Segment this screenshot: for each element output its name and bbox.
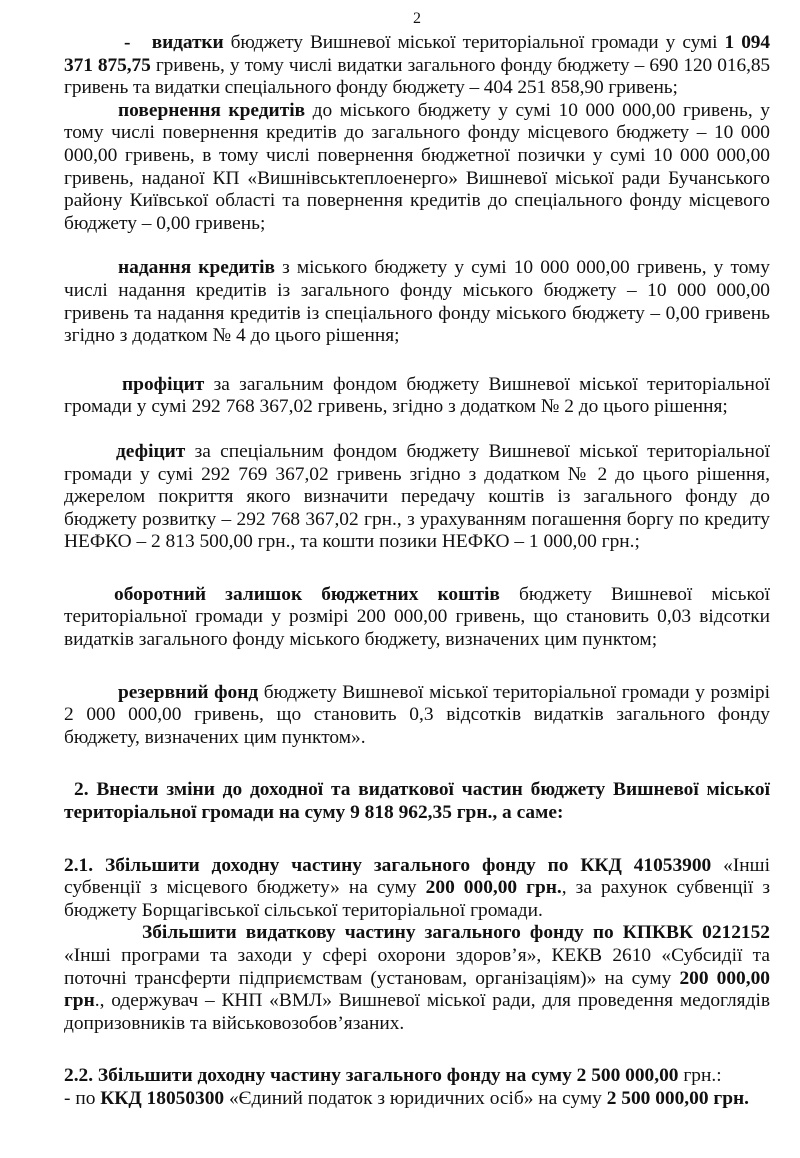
paragraph-text: до міського бюджету у сумі 10 000 000,00 гривень, у тому числі повернення кредитів до загального фонду місцевого бюджету – 10 000 000,00 гривень, в тому числі повернення бюджетної позички у сумі 10 000 000,00 гривень, наданої КП «Вишнівськтеплоенерго» Вишневої міської ради Бучанського району Київської області та повернення кредитів до спеціального фонду місцевого бюджету – 0,00 гривень; — [64, 99, 770, 234]
paragraph-text: «Інші субвенції з місцевого бюджету» на суму — [64, 854, 770, 899]
paragraph-text: ., одержувач – КНП «ВМЛ» Вишневої міської ради, для проведення медоглядів допризовників та військовозобов’язаних. — [64, 990, 770, 1034]
section-2-2-lead: 2.2. Збільшити доходну частину загального фонду на суму 2 500 000,00 — [64, 1065, 679, 1087]
term-working-balance: оборотний залишок бюджетних коштів — [114, 583, 500, 605]
term-surplus: профіцит — [122, 373, 205, 395]
paragraph-text: з міського бюджету у сумі 10 000 000,00 гривень, у тому числі надання кредитів із загального фонду міського бюджету – 10 000 000,00 гривень та надання кредитів із спеціального фонду міського бюджету – 0,00 гривень згідно з додатком № 4 до цього рішення; — [64, 257, 770, 347]
paragraph-text: бюджету Вишневої міської територіальної громади у розмірі 2 000 000,00 гривень, що становить 0,3 відсотків видатків загального фонду бюджету, визначених цим пунктом». — [64, 681, 770, 748]
term-expenditures: видатки — [151, 32, 224, 53]
section-2-1-expenditure — [64, 922, 770, 1035]
section-2-1-lead: 2.1. Збільшити доходну частину загального фонду по ККД 41053900 — [64, 854, 712, 876]
term-deficit: дефіцит — [116, 440, 186, 462]
paragraph-expenditures — [64, 32, 770, 100]
term-loan-repayment: повернення кредитів — [118, 99, 306, 121]
paragraph-text: по — [70, 1087, 101, 1109]
paragraph-text: гривень, у тому числі видатки загального фонду бюджету – 690 120 016,85 гривень та видатки спеціального фонду бюджету – 404 251 858,90 гривень; — [64, 54, 771, 99]
section-2-1-exp-lead: Збільшити видаткову частину загального фонду по КПКВК 0212152 — [142, 922, 770, 944]
amount-expenditures: 1 094 371 875,75 — [64, 32, 770, 76]
paragraph-text: грн.: — [678, 1065, 722, 1087]
section-2-2-item — [64, 1088, 770, 1111]
section-2-1-income — [64, 855, 770, 923]
paragraph-text: бюджету Вишневої міської територіальної громади у розмірі 200 000,00 гривень, що становить 0,03 відсотки видатків загального фонду міського бюджету, визначених цим пунктом; — [64, 583, 770, 651]
section-2-2-amount: 2 500 000,00 грн. — [606, 1087, 749, 1109]
section-2-2-code: ККД 18050300 — [100, 1087, 225, 1109]
list-dash: - — [64, 1087, 71, 1109]
paragraph-loan-repayment — [64, 100, 770, 236]
term-reserve-fund: резервний фонд — [118, 681, 259, 703]
section-2-1-exp-amount: 200 000,00 грн — [64, 967, 770, 1012]
paragraph-text: «Інші програми та заходи у сфері охорони здоров’я», КЕКВ 2610 «Субсидії та поточні трансферти підприємствам (установам, організаціям)» на суму — [64, 945, 770, 989]
paragraph-deficit — [64, 441, 770, 554]
paragraph-reserve-fund — [64, 682, 770, 750]
page-number: 2 — [413, 10, 421, 27]
section-2-1-amount: 200 000,00 грн. — [425, 877, 562, 899]
paragraph-text: «Єдиний податок з юридичних осіб» на суму — [224, 1087, 607, 1109]
term-lending: надання кредитів — [118, 257, 275, 279]
paragraph-working-balance — [64, 584, 770, 652]
paragraph-text: , за рахунок субвенції з бюджету Борщагівської сільської територіальної громади. — [64, 877, 770, 921]
list-dash: - — [124, 32, 131, 53]
paragraph-text: за загальним фондом бюджету Вишневої міської територіальної громади у сумі 292 768 367,02 гривень, згідно з додатком № 2 до цього рішення; — [64, 373, 770, 418]
paragraph-surplus — [64, 374, 770, 419]
paragraph-lending — [64, 257, 770, 347]
section-2-2-heading — [64, 1065, 770, 1088]
paragraph-text: за спеціальним фондом бюджету Вишневої міської територіальної громади у сумі 292 769 367,02 гривень згідно з додатком № 2 до цього рішення, джерелом покриття якого визначити передачу коштів із загального фонду до бюджету розвитку – 292 768 367,02 грн., з урахуванням погашення боргу по кредиту НЕФКО – 2 813 500,00 грн., та кошти позики НЕФКО – 1 000,00 грн.; — [64, 440, 770, 553]
paragraph-text: бюджету Вишневої міської територіальної громади у сумі — [223, 32, 725, 53]
section-2-heading: 2. Внести зміни до доходної та видаткової частин бюджету Вишневої міської територіальної громади на суму 9 818 962,35 грн., а саме: — [64, 779, 770, 824]
